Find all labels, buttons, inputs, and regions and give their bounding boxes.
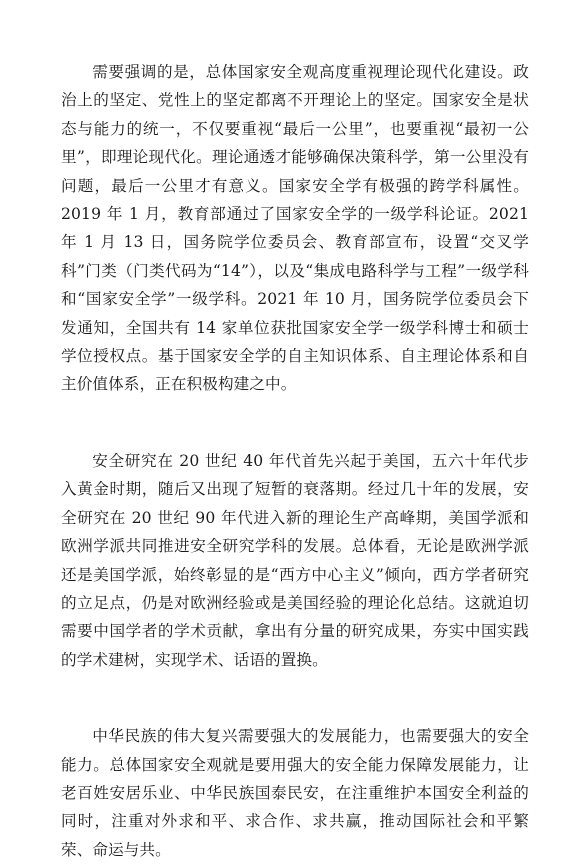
paragraph-security-studies-history: 安全研究在 20 世纪 40 年代首先兴起于美国，五六十年代步入黄金时期，随后又出现了短暂的衰落期。经过几十年的发展，安全研究在 20 世纪 90 年代进入新的理论生产高峰期，美国学派和欧洲学派共同推进安全研究学科的发展。总体看，无论是欧洲学派还是美国学派，始终彰显的是“西方中心主义”倾向，西方学者研究的立足点，仍是对欧洲经验或是美国经验的理论化总结。这就迫切需要中国学者的学术贡献，拿出有分量的研究成果，夯实中国实践的学术建树，实现学术、话语的置换。: [61, 451, 529, 669]
paragraph-theory-modernization: 需要强调的是，总体国家安全观高度重视理论现代化建设。政治上的坚定、党性上的坚定都离不开理论上的坚定。国家安全是状态与能力的统一，不仅要重视“最后一公里”，也要重视“最初一公里”，即理论现代化。理论通透才能够确保决策科学，第一公里没有问题，最后一公里才有意义。国家安全学有极强的跨学科属性。2019 年 1 月，教育部通过了国家安全学的一级学科论证。2021 年 1 月 13 日，国务院学位委员会、教育部宣布，设置“交叉学科”门类（门类代码为“14”），以及“集成电路科学与工程”一级学科和“国家安全学”一级学科。2021 年 10 月，国务院学位委员会下发通知，全国共有 14 家单位获批国家安全学一级学科博士和硕士学位授权点。基于国家安全学的自主知识体系、自主理论体系和自主价值体系，正在积极构建之中。: [61, 63, 529, 394]
paragraph-national-rejuvenation: 中华民族的伟大复兴需要强大的发展能力，也需要强大的安全能力。总体国家安全观就是要用强大的安全能力保障发展能力，让老百姓安居乐业、中华民族国泰民安，在注重维护本国安全利益的同时，注重对外求和平、求合作、求共赢，推动国际社会和平繁荣、命运与共。: [61, 727, 529, 859]
document-page: [61, 58, 529, 864]
